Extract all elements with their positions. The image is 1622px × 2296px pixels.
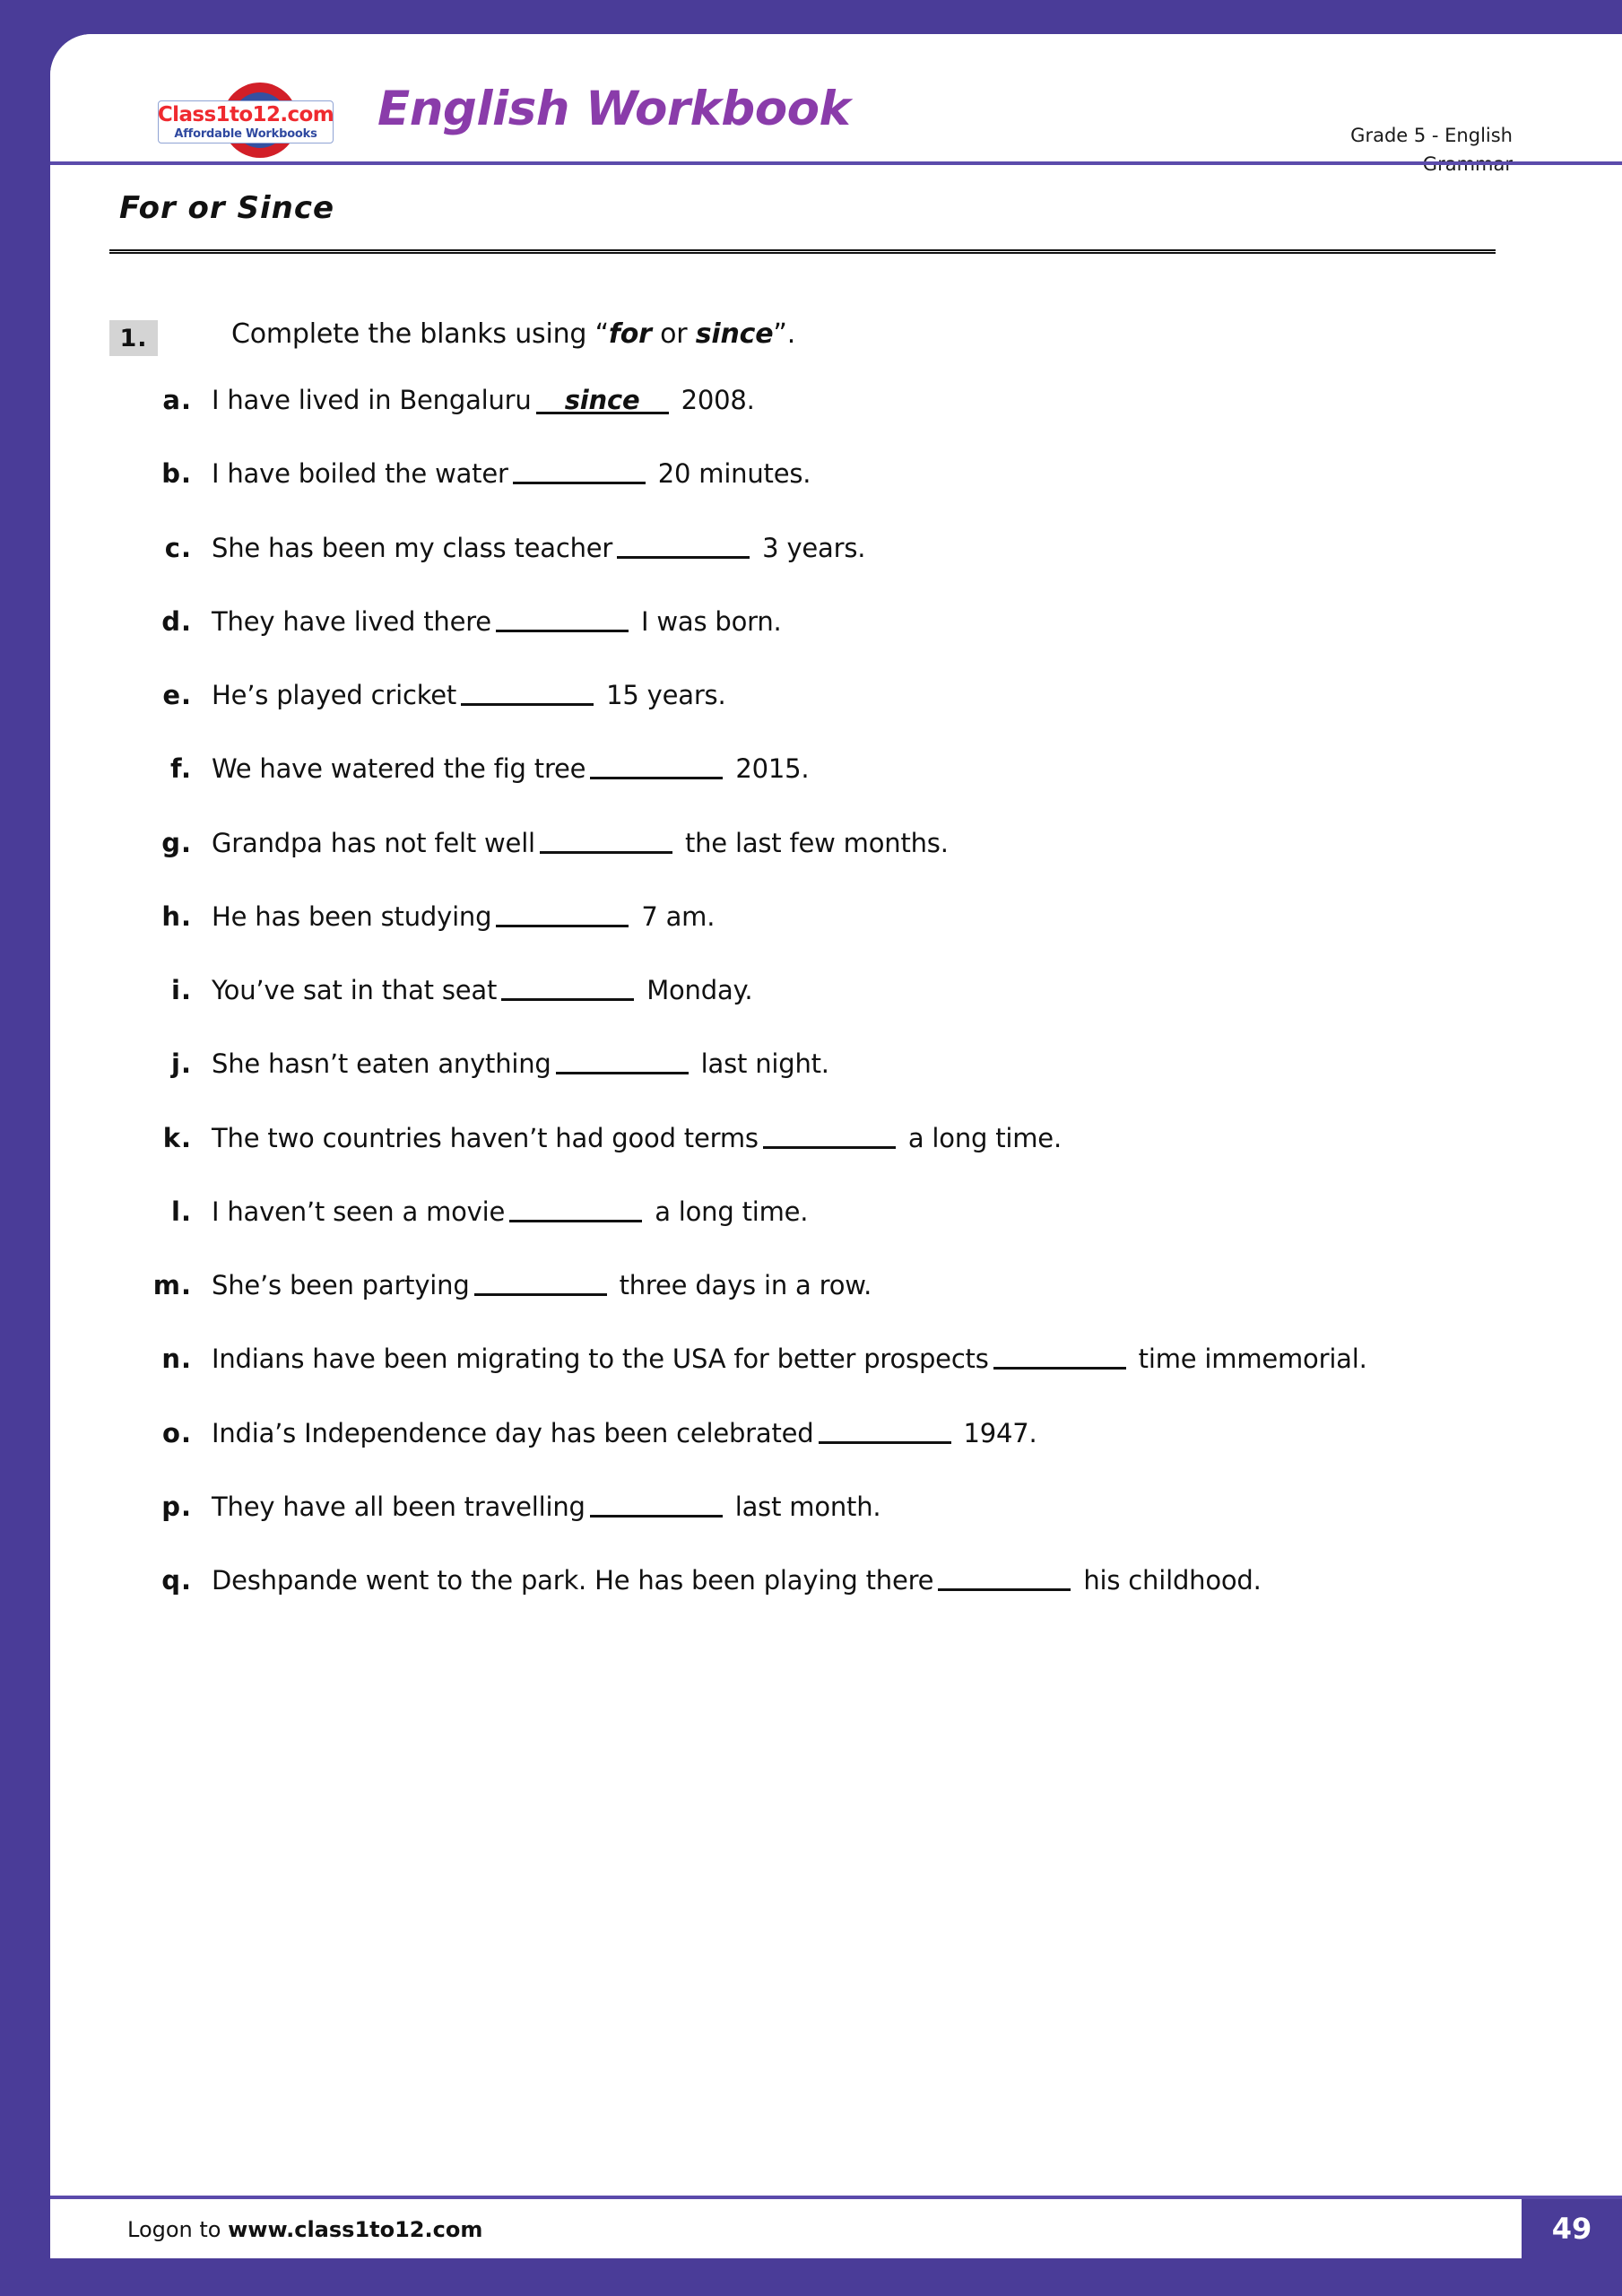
section-title: For or Since	[119, 190, 335, 226]
footer-divider	[50, 2196, 1622, 2199]
sentence-after-blank: 20 minutes.	[657, 458, 811, 490]
footer-website-link[interactable]: www.class1to12.com	[228, 2217, 483, 2242]
item-sentence	[212, 1490, 880, 1524]
item-letter: c.	[164, 532, 192, 563]
instruction-post: ”.	[773, 318, 796, 350]
instruction-mid: or	[651, 318, 696, 350]
item-letter: q.	[161, 1565, 192, 1596]
sentence-after-blank: last month.	[734, 1491, 881, 1522]
item-letter: a.	[162, 385, 192, 415]
item-sentence	[212, 678, 726, 712]
sentence-before-blank: He’s played cricket	[212, 680, 457, 711]
sentence-after-blank: 1947.	[963, 1417, 1037, 1448]
item-letter: o.	[162, 1417, 192, 1448]
sentence-before-blank: She hasn’t eaten anything	[212, 1048, 551, 1080]
item-sentence	[212, 1121, 1062, 1155]
list-item	[147, 1490, 1508, 1524]
question-instruction	[231, 318, 795, 350]
sentence-after-blank: a long time.	[655, 1196, 809, 1227]
sentence-after-blank: time immemorial.	[1138, 1344, 1367, 1375]
sentence-before-blank: I have boiled the water	[212, 458, 508, 490]
list-item	[147, 1342, 1508, 1376]
item-letter: b.	[161, 458, 192, 490]
answer-blank[interactable]	[590, 1491, 723, 1518]
list-item	[147, 678, 1508, 712]
logo-plate	[158, 100, 334, 144]
workbook-title: English Workbook	[377, 82, 851, 136]
list-item	[147, 604, 1508, 639]
footer-logon-prefix: Logon to	[127, 2217, 229, 2242]
sentence-before-blank: I have lived in Bengaluru	[212, 385, 532, 415]
item-letter: m.	[152, 1270, 192, 1301]
list-item	[147, 1047, 1508, 1081]
answer-blank[interactable]	[617, 531, 750, 558]
list-item	[147, 973, 1508, 1007]
header-grade-subject: Grade 5 - English	[1350, 125, 1513, 146]
answer-blank[interactable]	[590, 752, 723, 779]
item-letter: l.	[171, 1196, 192, 1227]
section-title-double-rule	[109, 249, 1496, 254]
item-sentence	[212, 457, 811, 491]
item-letter: d.	[161, 605, 192, 637]
answer-blank[interactable]	[993, 1343, 1126, 1370]
sentence-before-blank: The two countries haven’t had good terms	[212, 1122, 759, 1153]
list-item	[147, 383, 1508, 417]
answer-blank[interactable]	[509, 1195, 642, 1222]
item-letter: k.	[162, 1122, 192, 1153]
answer-blank[interactable]	[474, 1269, 607, 1296]
sentence-before-blank: I haven’t seen a movie	[212, 1196, 506, 1227]
sentence-after-blank: the last few months.	[684, 827, 949, 858]
question-number-badge: 1.	[109, 320, 158, 356]
logo-tagline-text: Affordable Workbooks	[174, 127, 317, 141]
sentence-before-blank: You’ve sat in that seat	[212, 975, 498, 1006]
sentence-before-blank: They have all been travelling	[212, 1491, 585, 1522]
footer-logon-text	[127, 2217, 482, 2242]
item-sentence	[212, 1195, 808, 1229]
answer-blank[interactable]	[501, 974, 634, 1001]
item-sentence	[212, 1268, 872, 1302]
question-1-header	[109, 318, 1508, 356]
sentence-before-blank: Grandpa has not felt well	[212, 827, 535, 858]
list-item	[147, 531, 1508, 565]
list-item	[147, 1121, 1508, 1155]
item-letter: j.	[171, 1048, 192, 1080]
answer-blank[interactable]	[763, 1121, 896, 1148]
sentence-after-blank: 2015.	[735, 753, 810, 785]
item-letter: i.	[171, 975, 192, 1006]
item-letter: h.	[161, 900, 192, 932]
item-sentence	[212, 900, 715, 934]
item-letter: g.	[161, 827, 192, 858]
item-sentence	[212, 973, 752, 1007]
sentence-before-blank: Indians have been migrating to the USA for better prospects	[212, 1344, 989, 1375]
sentence-after-blank: a long time.	[907, 1122, 1062, 1153]
item-letter: p.	[161, 1491, 192, 1522]
sentence-after-blank: 2008.	[681, 385, 755, 415]
item-letter: n.	[161, 1344, 192, 1375]
item-letter: e.	[162, 680, 192, 711]
item-sentence	[212, 604, 782, 639]
instruction-word-since: since	[695, 318, 774, 350]
answer-blank-filled[interactable]: since	[536, 387, 669, 414]
answer-blank[interactable]	[461, 679, 594, 706]
answer-blank[interactable]	[938, 1564, 1071, 1591]
worksheet-content	[109, 318, 1508, 1638]
item-sentence	[212, 1416, 1037, 1450]
page-number-badge: 49	[1522, 2199, 1622, 2258]
list-item	[147, 457, 1508, 491]
item-sentence	[212, 383, 755, 417]
sentence-after-blank: I was born.	[641, 605, 782, 637]
sentence-after-blank: 7 am.	[641, 900, 716, 932]
answer-blank[interactable]	[513, 457, 646, 484]
header-divider	[50, 161, 1622, 165]
sentence-after-blank: last night.	[700, 1048, 829, 1080]
sentence-after-blank: 3 years.	[762, 532, 866, 563]
sentence-before-blank: She’s been partying	[212, 1270, 470, 1301]
item-sentence	[212, 1342, 1367, 1376]
answer-blank[interactable]	[540, 826, 672, 853]
sentence-after-blank: Monday.	[646, 975, 753, 1006]
list-item	[147, 1416, 1508, 1450]
header-meta	[1350, 122, 1513, 178]
logo-brand-text: Class1to12.com	[157, 103, 334, 126]
item-letter: f.	[169, 753, 192, 785]
item-sentence	[212, 1047, 829, 1081]
sentence-before-blank: India’s Independence day has been celebrated	[212, 1417, 814, 1448]
list-item	[147, 900, 1508, 934]
list-item	[147, 752, 1508, 786]
answer-blank[interactable]	[496, 604, 629, 631]
list-item	[147, 1563, 1508, 1597]
instruction-pre: Complete the blanks using “	[231, 318, 609, 350]
item-sentence	[212, 826, 949, 860]
list-item	[147, 1195, 1508, 1229]
sentence-before-blank: They have lived there	[212, 605, 491, 637]
item-sentence	[212, 531, 865, 565]
list-item	[147, 1268, 1508, 1302]
page-header	[50, 34, 1622, 161]
item-sentence	[212, 1563, 1262, 1597]
sentence-before-blank: He has been studying	[212, 900, 492, 932]
sentence-before-blank: She has been my class teacher	[212, 532, 613, 563]
class1to12-logo	[158, 86, 334, 154]
sentence-after-blank: 15 years.	[606, 680, 726, 711]
sentence-after-blank: three days in a row.	[619, 1270, 872, 1301]
answer-blank[interactable]	[819, 1416, 951, 1443]
question-items-list	[147, 383, 1508, 1598]
instruction-word-for: for	[608, 318, 652, 350]
sentence-before-blank: We have watered the fig tree	[212, 753, 586, 785]
answer-blank[interactable]	[496, 900, 629, 926]
sentence-before-blank: Deshpande went to the park. He has been playing there	[212, 1565, 934, 1596]
item-sentence	[212, 752, 809, 786]
sentence-after-blank: his childhood.	[1083, 1565, 1262, 1596]
list-item	[147, 826, 1508, 860]
answer-blank[interactable]	[556, 1048, 689, 1074]
